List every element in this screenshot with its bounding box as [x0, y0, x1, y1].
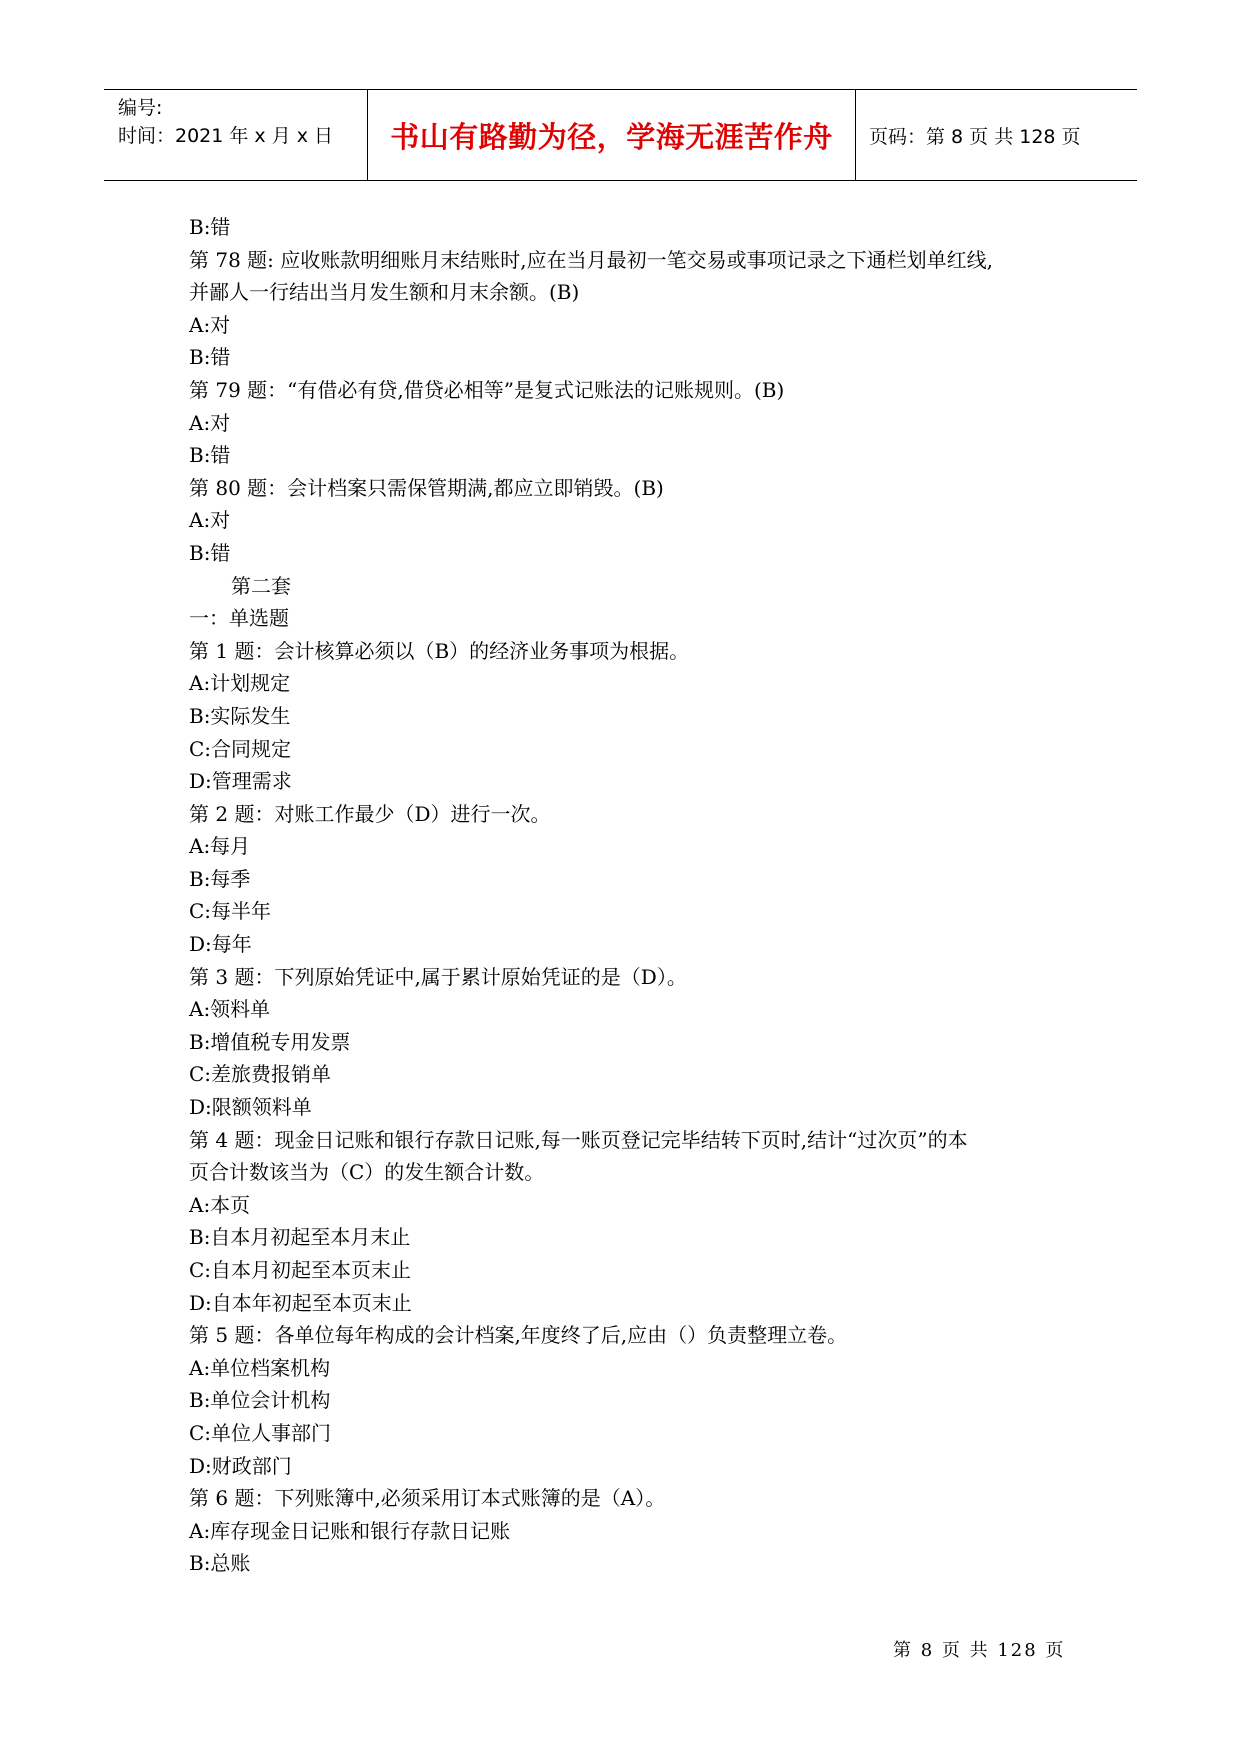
- text-line: B:错: [189, 345, 231, 370]
- text-line: B:错: [189, 215, 231, 239]
- page-footer: 第 8 页 共 128 页: [893, 1640, 1066, 1661]
- text-line: B:自本月初起至本月末止: [189, 1225, 411, 1250]
- text-line: C:单位人事部门: [189, 1420, 332, 1445]
- text-line: D:财政部门: [189, 1453, 292, 1478]
- text-line: D:每年: [189, 932, 252, 957]
- text-line: A:单位档案机构: [189, 1355, 331, 1380]
- text-line: 第 2 题：对账工作最少（D）进行一次。: [189, 801, 551, 826]
- header-left-cell: [104, 90, 368, 180]
- text-line: C:合同规定: [189, 736, 292, 761]
- text-line: B:错: [189, 443, 231, 468]
- text-line: C:自本月初起至本页末止: [189, 1258, 412, 1282]
- text-line: A:计划规定: [189, 671, 291, 696]
- text-line: D:自本年初起至本页末止: [189, 1290, 412, 1315]
- document-body: [189, 211, 1069, 1580]
- text-line: B:增值税专用发票: [189, 1029, 351, 1054]
- document-time-label: 时间：2021 年 x 月 x 日: [118, 125, 334, 147]
- text-line: 第 4 题：现金日记账和银行存款日记账,每一账页登记完毕结转下页时,结计“过次页”的本: [189, 1127, 968, 1152]
- text-line: 第 6 题：下列账簿中,必须采用订本式账簿的是（A）。: [189, 1486, 666, 1511]
- text-line: C:每半年: [189, 899, 272, 924]
- document-number-label: 编号:: [118, 97, 163, 119]
- text-line: 页合计数该当为（C）的发生额合计数。: [189, 1160, 545, 1185]
- text-line: A:领料单: [189, 997, 271, 1022]
- text-line: A:对: [189, 410, 231, 435]
- text-line: A:对: [189, 508, 231, 533]
- text-line: B:错: [189, 540, 231, 565]
- text-line: A:对: [189, 312, 231, 337]
- header-page-code: 页码：第 8 页 共 128 页: [869, 125, 1081, 148]
- text-line: 第 78 题: 应收账款明细账月末结账时,应在当月最初一笔交易或事项记录之下通栏划单红线,: [189, 247, 993, 272]
- text-line: D:限额领料单: [189, 1095, 312, 1120]
- header-motto: 书山有路勤为径，学海无涯苦作舟: [368, 90, 856, 180]
- text-line: B:实际发生: [189, 703, 291, 728]
- text-line: A:每月: [189, 834, 251, 859]
- text-line: A:本页: [189, 1192, 251, 1217]
- text-line: B:总账: [189, 1551, 251, 1576]
- text-line: 第 3 题：下列原始凭证中,属于累计原始凭证的是（D）。: [189, 964, 687, 989]
- text-line: B:单位会计机构: [189, 1388, 331, 1413]
- text-line: 第 5 题：各单位每年构成的会计档案,年度终了后,应由（）负责整理立卷。: [189, 1323, 848, 1348]
- page-header: [104, 89, 1137, 181]
- text-line: D:管理需求: [189, 769, 292, 794]
- text-line: B:每季: [189, 866, 251, 891]
- text-line: C:差旅费报销单: [189, 1062, 332, 1087]
- text-line: 第 1 题：会计核算必须以（B）的经济业务事项为根据。: [189, 638, 690, 663]
- text-line: 一：单选题: [189, 606, 289, 631]
- text-line: 并鄙人一行结出当月发生额和月末余额。(B): [189, 280, 580, 305]
- text-line: 第 79 题：“有借必有贷,借贷必相等”是复式记账法的记账规则。(B): [189, 377, 785, 402]
- text-line: 第 80 题：会计档案只需保管期满,都应立即销毁。(B): [189, 475, 664, 500]
- text-line: 第二套: [231, 573, 291, 598]
- text-line: A:库存现金日记账和银行存款日记账: [189, 1518, 511, 1543]
